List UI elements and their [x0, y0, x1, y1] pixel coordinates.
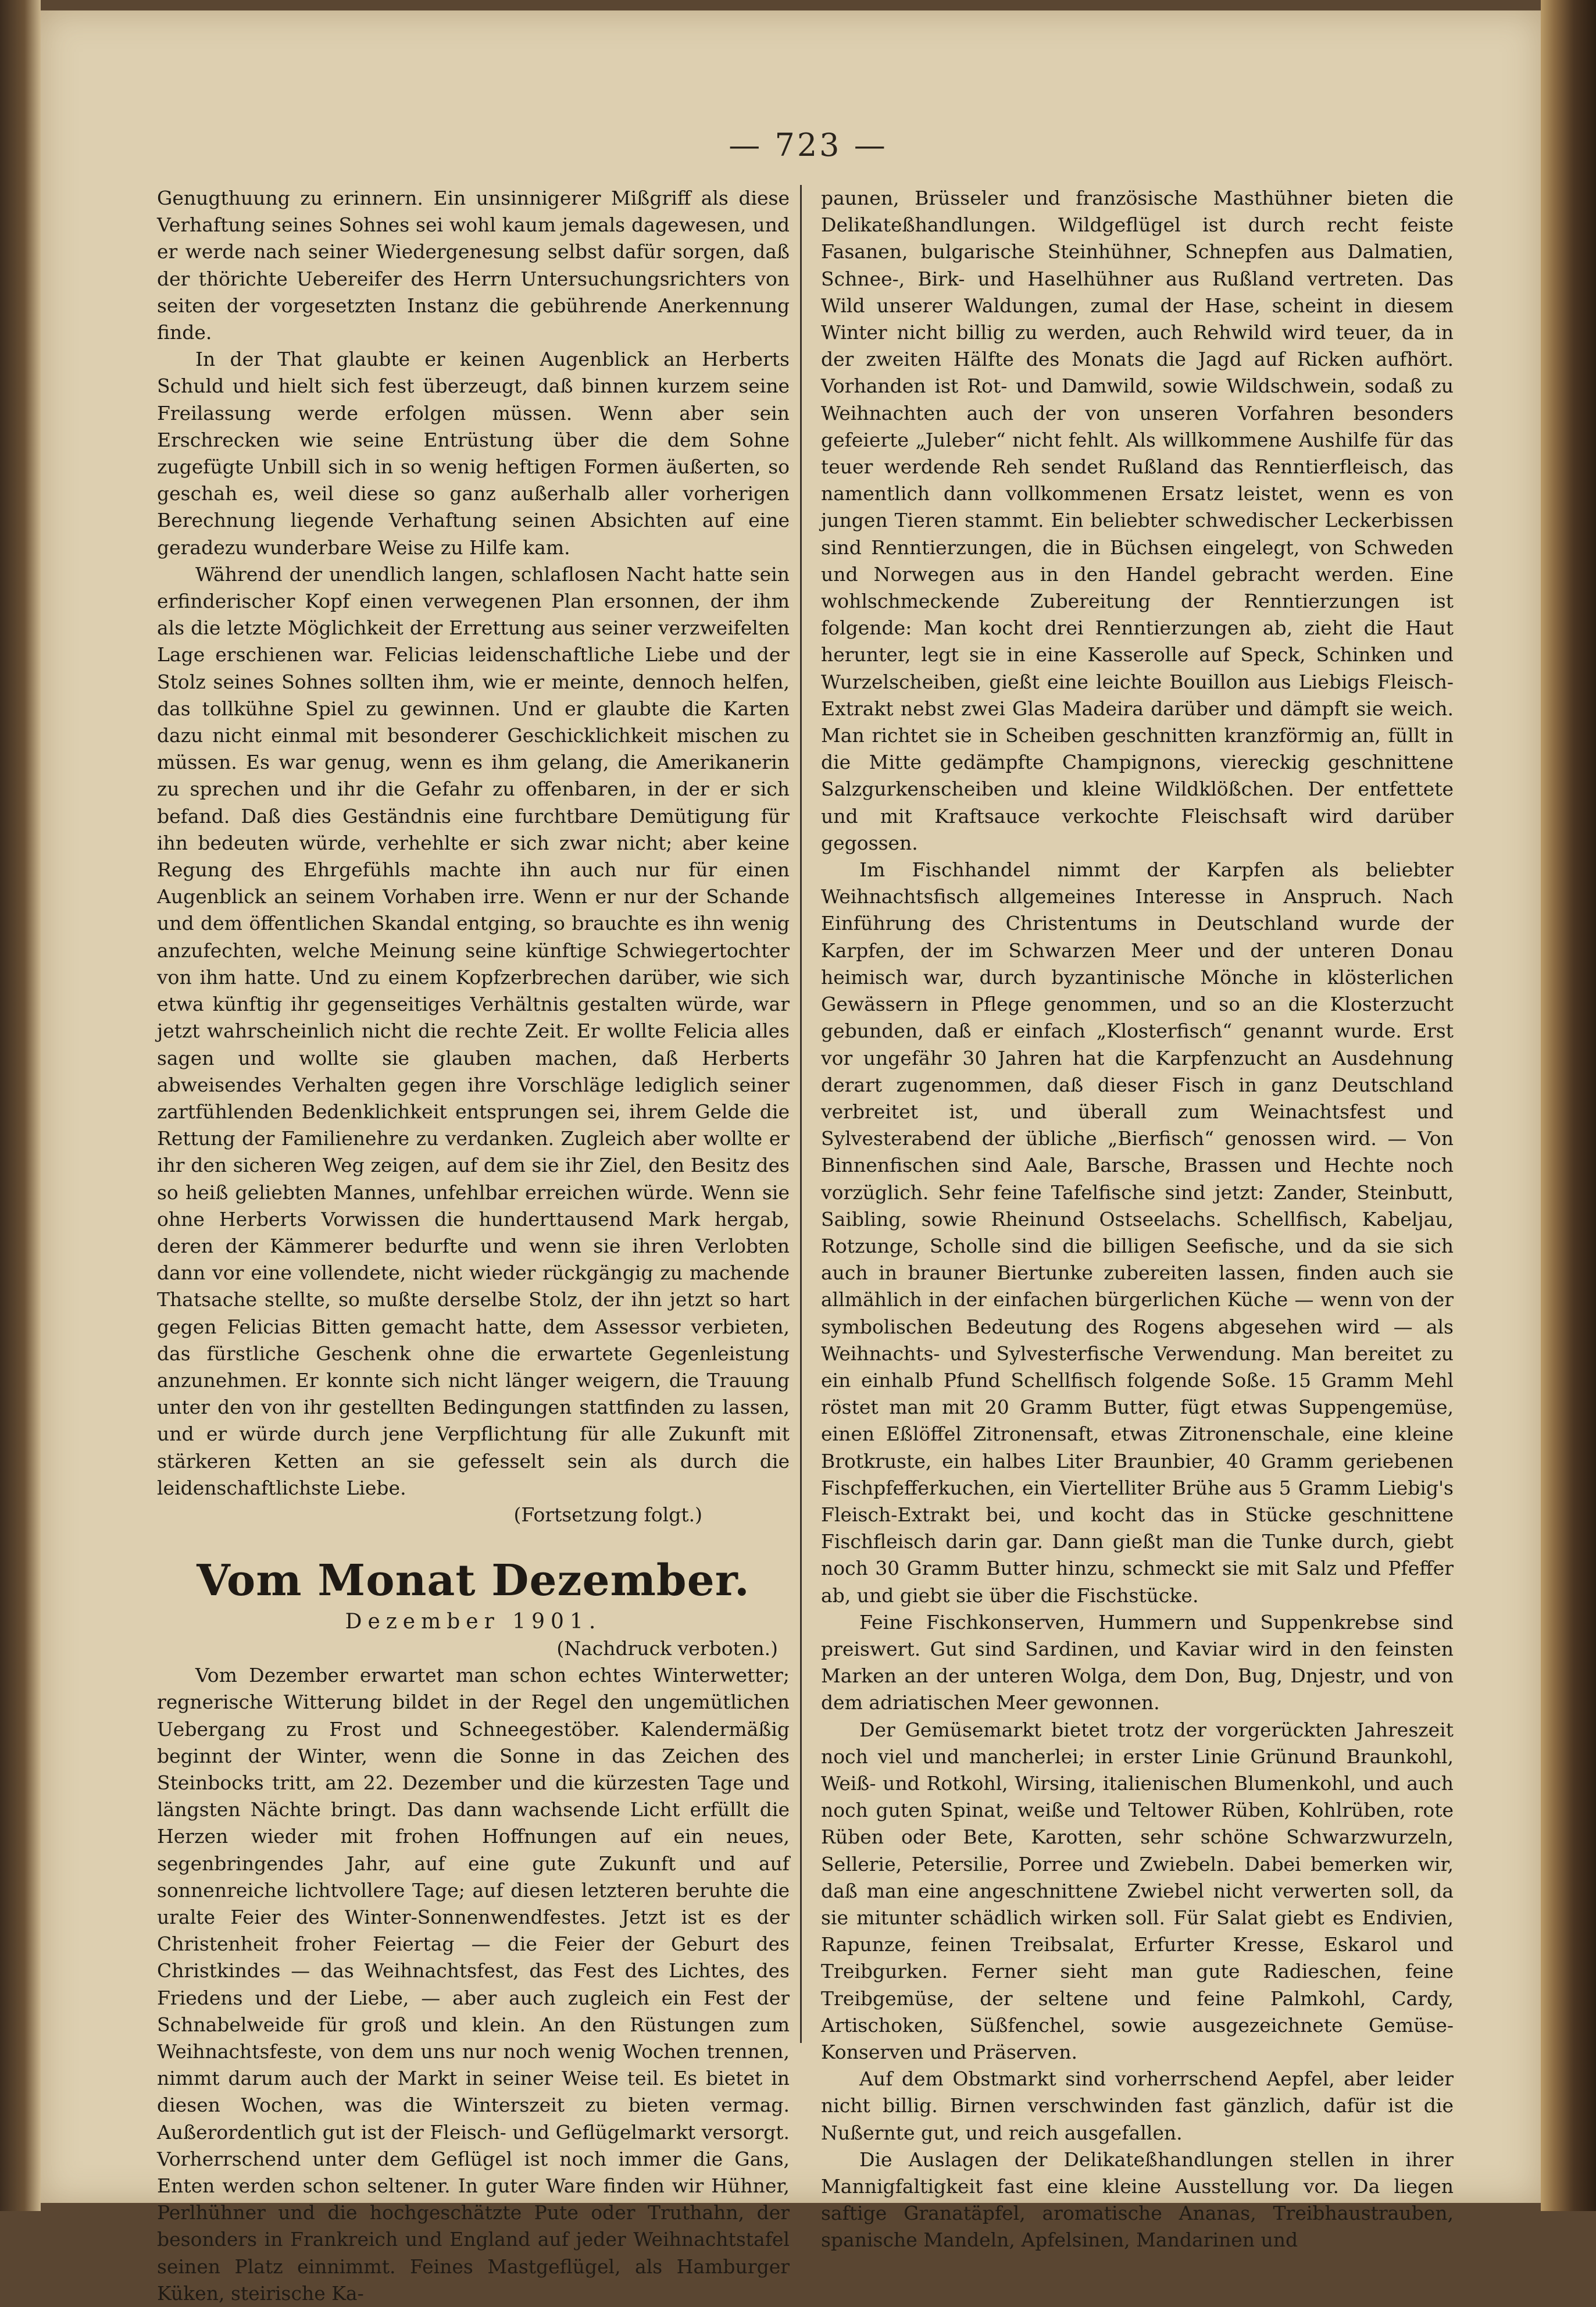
right-paragraph: Der Gemüsemarkt bietet trotz der vorgerückten Jahreszeit noch viel und mancherlei; in erster Linie Grünund Braunkohl, Weiß- und Rotkohl, Wirsing, italienischen Blumenkohl, und auch noch guten Spinat, weiße und Teltower Rüben, Kohlrüben, rote Rüben oder Bete, Karotten, sehr schöne Schwarzwurzeln, Sellerie, Petersilie, Porree und Zwiebeln. Dabei bemerken wir, daß man eine angeschnittene Zwiebel nicht verwerten soll, da sie mitunter schädlich wirken soll. Für Salat giebt es Endivien, Rapunze, feinen Treibsalat, Erfurter Kresse, Eskarol und Treibgurken. Ferner sieht man gute Radieschen, feine Treibgemüse, der seltene und feine Palmkohl, Cardy, Artischoken, Süßfenchel, sowie ausgezeichnete Gemüse-Konserven und Präserven. [821, 1718, 1454, 2064]
article-paragraph: Vom Dezember erwartet man schon echtes Winterwetter; regnerische Witterung bildet in der Regel den ungemütlichen Uebergang zu Frost und Schneegestöber. Kalendermäßig beginnt der Winter, wenn die Sonne in das Zeichen des Steinbocks tritt, am 22. Dezember und die kürzesten Tage und längsten Nächte bringt. Das dann wachsende Licht erfüllt die Herzen wieder mit frohen Hoffnungen auf ein neues, segenbringendes Jahr, auf eine gute Zukunft und auf sonnenreiche lichtvollere Tage; auf diesen letzteren beruhte die uralte Feier des Winter-Sonnenwendfestes. Jetzt ist es der Christenheit froher Feiertag — die Feier der Geburt des Christkindes — das Weihnachtsfest, das Fest des Lichtes, des Friedens und der Liebe, — aber auch zugleich ein Fest der Schnabelweide für groß und klein. An den Rüstungen zum Weihnachtsfeste, von dem uns nur noch wenig Wochen trennen, nimmt darum auch der Markt in seiner Weise teil. Es bietet in diesen Wochen, was die Winterszeit zu bieten vermag. Außerordentlich gut ist der Fleisch- und Geflügelmarkt versorgt. Vorherrschend unter dem Geflügel ist noch immer die Gans, Enten werden schon seltener. In guter Ware finden wir Hühner, Perlhühner und die hochgeschätzte Pute oder Truthahn, der besonders in Frankreich und England auf jeder Weihnachtstafel seinen Platz einnimmt. Feines Mastgeflügel, als Hamburger Küken, steirische Ka- [157, 1664, 790, 2305]
left-paragraph: Während der unendlich langen, schlaflosen Nacht hatte sein erfinderischer Kopf einen verwegenen Plan ersonnen, der ihm als die letzte Möglichkeit der Errettung aus seiner verzweifelten Lage erschienen war. Felicias leidenschaftliche Liebe und der Stolz seines Sohnes sollten ihm, wie er meinte, dennoch helfen, das tollkühne Spiel zu gewinnen. Und er glaubte die Karten dazu nicht einmal mit besonderer Geschicklichkeit mischen zu müssen. Es war genug, wenn es ihm gelang, die Amerikanerin zu sprechen und ihr die Gefahr zu offenbaren, in der er sich befand. Daß dies Geständnis eine furchtbare Demütigung für ihn bedeuten würde, verhehlte er sich zwar nicht; aber keine Regung des Ehrgefühls machte ihn auch nur für einen Augenblick an seinem Vorhaben irre. Wenn er nur der Schande und dem öffentlichen Skandal entging, so brauchte es ihn wenig anzufechten, welche Meinung seine künftige Schwiegertochter von ihm hatte. Und zu einem Kopfzerbrechen darüber, wie sich etwa künftig ihr gegenseitiges Verhältnis gestalten würde, war jetzt wahrscheinlich nicht die rechte Zeit. Er wollte Felicia alles sagen und wollte sie glauben machen, daß Herberts abweisendes Verhalten gegen ihre Vorschläge lediglich seiner zartfühlenden Bedenklichkeit entsprungen sei, ihrem Gelde die Rettung der Familienehre zu verdanken. Zugleich aber wollte er ihr den sicheren Weg zeigen, auf dem sie ihr Ziel, den Besitz des so heiß geliebten Mannes, unfehlbar erreichen würde. Wenn sie ohne Herberts Vorwissen die hunderttausend Mark hergab, deren der Kämmerer bedurfte und wenn sie ihren Verlobten dann vor eine vollendete, nicht wieder rückgängig zu machende Thatsache stellte, so mußte derselbe Stolz, der ihn jetzt so hart gegen Felicias Bitten gemacht hatte, dem Assessor verbieten, das fürstliche Geschenk ohne die erwartete Gegenleistung anzunehmen. Er konnte sich nicht länger weigern, die Trauung unter den von ihr gestellten Bedingungen stattfinden zu lassen, und er würde durch jene Verpflichtung für alle Zukunft mit stärkeren Ketten an sie gefesselt sein als durch die leidenschaftlichste Liebe. [157, 562, 790, 1499]
article-title: Vom Monat Dezember. [197, 1556, 750, 1606]
scan-left-edge [0, 0, 41, 2211]
newspaper-page [41, 10, 1541, 2305]
left-column [157, 185, 790, 2307]
column-divider [800, 185, 802, 2043]
right-paragraph: paunen, Brüsseler und französische Masthühner bieten die Delikateßhandlungen. Wildgeflügel ist durch recht feiste Fasanen, bulgarische Steinhühner, Schnepfen aus Dalmatien, Schnee-, Birk- und Haselhühner aus Rußland vertreten. Das Wild unserer Waldungen, zumal der Hase, scheint in diesem Winter nicht billig zu werden, auch Rehwild wird teuer, da in der zweiten Hälfte des Monats die Jagd auf Ricken aufhört. Vorhanden ist Rot- und Damwild, sowie Wildschwein, sodaß zu Weihnachten auch der von unseren Vorfahren besonders gefeierte „Juleber“ nicht fehlt. Als willkommene Aushilfe für das teuer werdende Reh sendet Rußland das Renntierfleisch, das namentlich dann vollkommenen Ersatz leistet, wenn es von jungen Tieren stammt. Ein beliebter schwedischer Leckerbissen sind Renntierzungen, die in Büchsen eingelegt, von Schweden und Norwegen aus in den Handel gebracht werden. Eine wohlschmeckende Zubereitung der Renntierzungen ist folgende: Man kocht drei Renntierzungen ab, zieht die Haut herunter, legt sie in eine Kasserolle auf Speck, Schinken und Wurzelscheiben, gießt eine leichte Bouillon aus Liebigs Fleisch-Extrakt nebst zwei Glas Madeira darüber und dämpft sie weich. Man richtet sie in Scheiben geschnitten kranzförmig an, füllt in die Mitte gedämpfte Champignons, viereckig geschnittene Salzgurkenscheiben und kleine Wildklößchen. Der entfettete und mit Kraftsauce verkochte Fleischsaft wird darüber gegossen. [821, 187, 1454, 854]
reprint-note: (Nachdruck verboten.) [556, 1637, 778, 1660]
continuation-note: (Fortsetzung folgt.) [513, 1503, 702, 1526]
right-column [821, 185, 1454, 2254]
left-paragraph: Genugthuung zu erinnern. Ein unsinnigerer Mißgriff als diese Verhaftung seines Sohnes sei wohl kaum jemals dagewesen, und er werde nach seiner Wiedergenesung selbst dafür sorgen, daß der thörichte Uebereifer des Herrn Untersuchungsrichters von seiten der vorgesetzten Instanz die gebührende Anerkennung finde. [157, 187, 790, 344]
left-paragraph: In der That glaubte er keinen Augenblick an Herberts Schuld und hielt sich fest überzeugt, daß binnen kurzem seine Freilassung werde erfolgen müssen. Wenn aber sein Erschrecken wie seine Entrüstung über die dem Sohne zugefügte Unbill sich in so wenig heftigen Formen äußerten, so geschah es, weil diese so ganz außerhalb aller vorherigen Berechnung liegende Verhaftung seinen Absichten auf eine geradezu wunderbare Weise zu Hilfe kam. [157, 348, 790, 559]
right-paragraph: Im Fischhandel nimmt der Karpfen als beliebter Weihnachtsfisch allgemeines Interesse in Anspruch. Nach Einführung des Christentums in Deutschland wurde der Karpfen, der im Schwarzen Meer und der unteren Donau heimisch war, durch byzantinische Mönche in klösterlichen Gewässern in Pflege genommen, und so an die Klosterzucht gebunden, daß er einfach „Klosterfisch“ genannt wurde. Erst vor ungefähr 30 Jahren hat die Karpfenzucht an Ausdehnung derart zugenommen, daß dieser Fisch in ganz Deutschland verbreitet ist, und überall zum Weinachtsfest und Sylvesterabend der übliche „Bierfisch“ genossen wird. — Von Binnenfischen sind Aale, Barsche, Brassen und Hechte noch vorzüglich. Sehr feine Tafelfische sind jetzt: Zander, Steinbutt, Saibling, sowie Rheinund Ostseelachs. Schellfisch, Kabeljau, Rotzunge, Scholle sind die billigen Seefische, und da sie sich auch in brauner Biertunke zubereiten lassen, finden auch sie allmählich in der einfachen bürgerlichen Küche — wenn von der symbolischen Bedeutung des Rogens abgesehen wird — als Weihnachts- und Sylvesterfische Verwendung. Man bereitet zu ein einhalb Pfund Schellfisch folgende Soße. 15 Gramm Mehl röstet man mit 20 Gramm Butter, fügt etwas Suppengemüse, einen Eßlöffel Zitronensaft, etwas Zitronenschale, eine kleine Brotkruste, ein halbes Liter Braunbier, 40 Gramm geriebenen Fischpfefferkuchen, ein Viertelliter Brühe aus 5 Gramm Liebig's Fleisch-Extrakt bei, und kocht das in Stücke geschnittene Fischfleisch darin gar. Dann gießt man die Tunke durch, giebt noch 30 Gramm Butter hinzu, schmeckt sie mit Salz und Pfeffer ab, und giebt sie über die Fischstücke. [821, 858, 1454, 1607]
scan-right-edge [1541, 0, 1596, 2211]
right-paragraph: Feine Fischkonserven, Hummern und Suppenkrebse sind preiswert. Gut sind Sardinen, und Kaviar wird in den feinsten Marken an der unteren Wolga, dem Don, Bug, Dnjestr, und von dem adriatischen Meer gewonnen. [821, 1610, 1454, 1714]
page-number: — 723 — [729, 127, 888, 163]
article-date: Dezember 1901. [345, 1610, 602, 1634]
right-paragraph: Auf dem Obstmarkt sind vorherrschend Aepfel, aber leider nicht billig. Birnen verschwinden fast gänzlich, dafür ist die Nußernte gut, und reich ausgefallen. [821, 2067, 1454, 2144]
right-paragraph: Die Auslagen der Delikateßhandlungen stellen in ihrer Mannigfaltigkeit fast eine kleine Ausstellung vor. Da liegen saftige Granatäpfel, aromatische Ananas, Treibhaustrauben, spanische Mandeln, Apfelsinen, Mandarinen und [821, 2148, 1454, 2252]
